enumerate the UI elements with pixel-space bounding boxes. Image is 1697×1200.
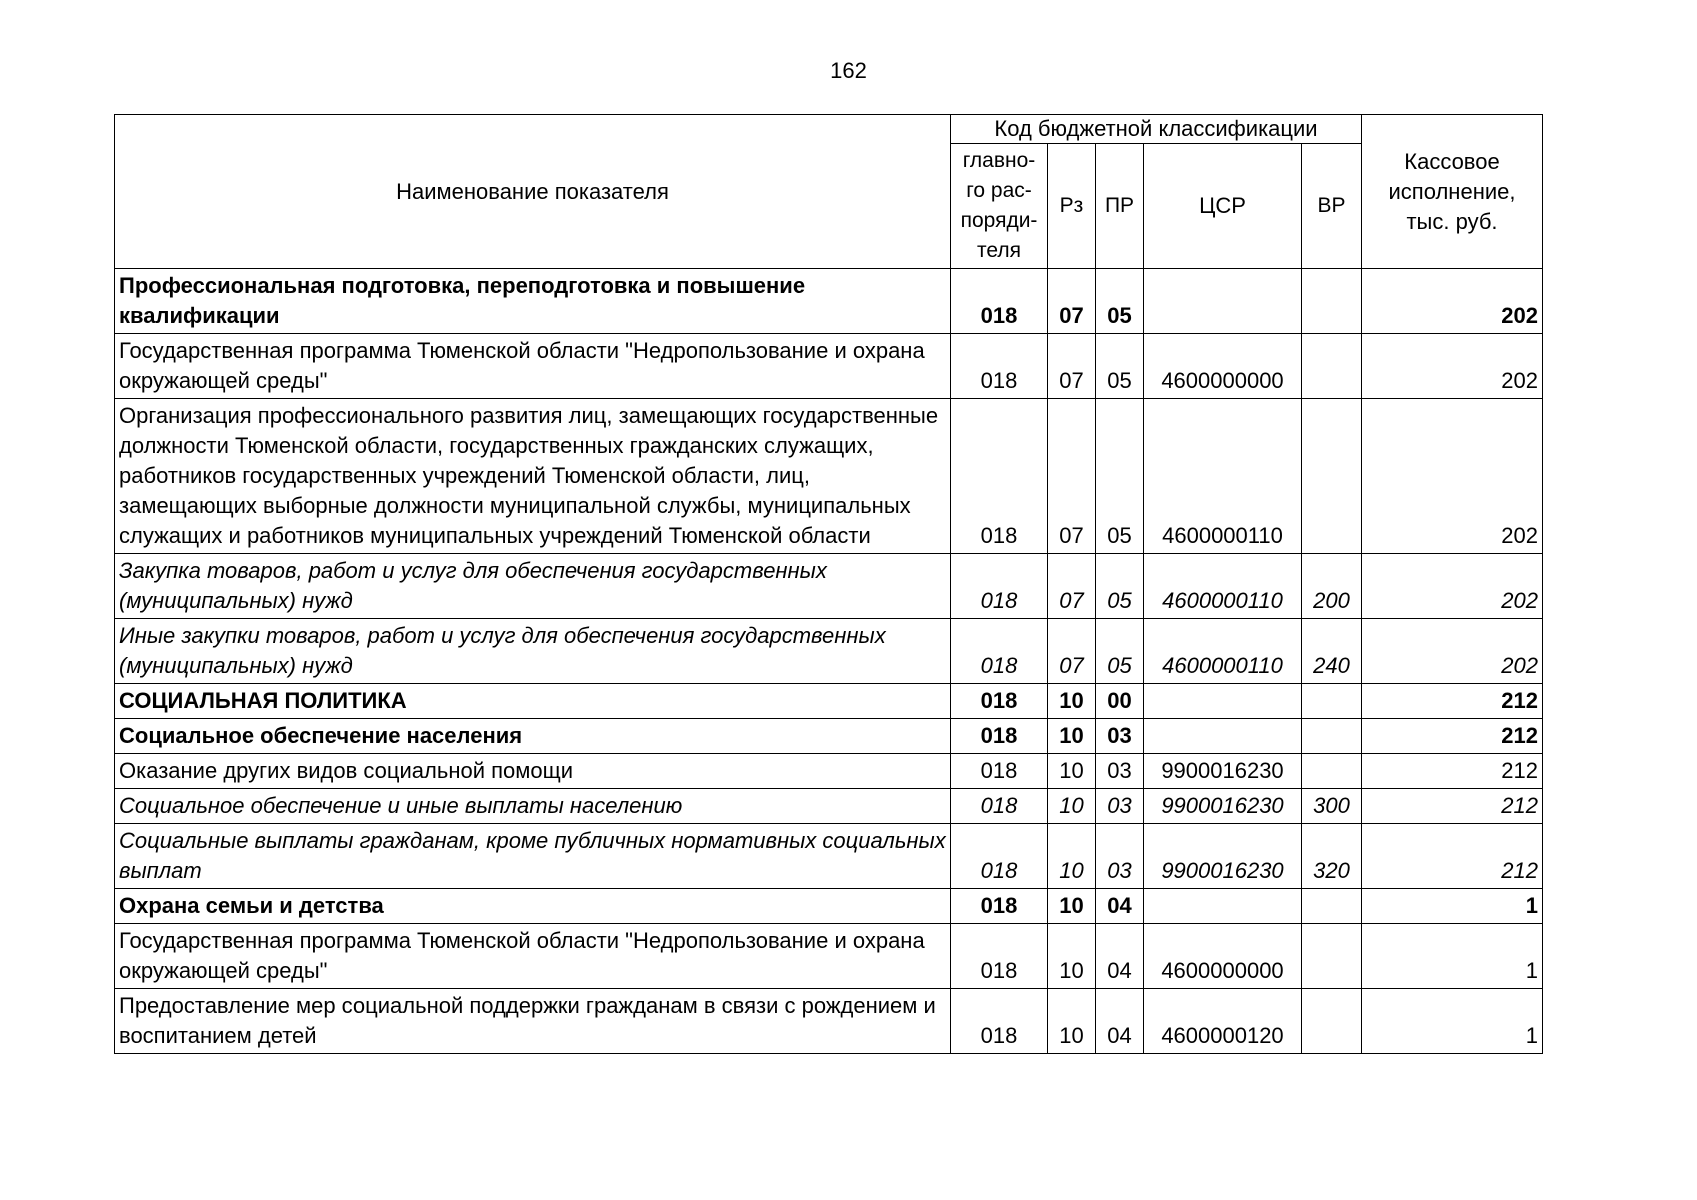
row-amount: 202 [1362, 554, 1543, 619]
row-name: Социальное обеспечение и иные выплаты населению [115, 789, 951, 824]
row-pr-code: 03 [1096, 824, 1144, 889]
row-glav-code: 018 [951, 399, 1048, 554]
header-glavnogo-line: поряди- [960, 209, 1038, 232]
row-rz-code: 10 [1048, 684, 1096, 719]
row-name: Социальные выплаты гражданам, кроме публичных нормативных социальных выплат [115, 824, 951, 889]
row-vr-code [1302, 684, 1362, 719]
table-row [115, 924, 1543, 989]
row-pr-code: 05 [1096, 269, 1144, 334]
row-glav-code: 018 [951, 554, 1048, 619]
row-csr-code: 4600000110 [1144, 554, 1302, 619]
row-name: Профессиональная подготовка, переподготовка и повышение квалификации [115, 269, 951, 334]
row-rz-code: 10 [1048, 924, 1096, 989]
row-pr-code: 03 [1096, 719, 1144, 754]
header-csr: ЦСР [1144, 144, 1302, 269]
row-name: Организация профессионального развития лиц, замещающих государственные должности Тюменской области, государственных гражданских служащих, работников государственных учреждений Тюменской области, лиц, замещающих выборные должности муниципальной службы, муниципальных служащих и работников муниципальных учреждений Тюменской области [115, 399, 951, 554]
row-name: Государственная программа Тюменской области "Недропользование и охрана окружающей среды" [115, 334, 951, 399]
table-header [115, 115, 1543, 269]
table-row [115, 824, 1543, 889]
row-vr-code [1302, 989, 1362, 1054]
table-row [115, 334, 1543, 399]
row-amount: 202 [1362, 619, 1543, 684]
row-amount: 212 [1362, 719, 1543, 754]
row-vr-code [1302, 399, 1362, 554]
row-vr-code [1302, 924, 1362, 989]
row-csr-code: 9900016230 [1144, 789, 1302, 824]
header-glavnogo-line: главно- [962, 149, 1036, 172]
row-rz-code: 07 [1048, 334, 1096, 399]
table-row [115, 754, 1543, 789]
row-name: Иные закупки товаров, работ и услуг для обеспечения государственных (муниципальных) нужд [115, 619, 951, 684]
row-amount: 202 [1362, 399, 1543, 554]
row-vr-code: 300 [1302, 789, 1362, 824]
row-rz-code: 07 [1048, 399, 1096, 554]
row-csr-code: 4600000110 [1144, 399, 1302, 554]
row-pr-code: 04 [1096, 924, 1144, 989]
row-amount: 212 [1362, 754, 1543, 789]
row-amount: 212 [1362, 684, 1543, 719]
row-vr-code: 320 [1302, 824, 1362, 889]
table-row [115, 684, 1543, 719]
row-csr-code: 4600000000 [1144, 334, 1302, 399]
row-glav-code: 018 [951, 824, 1048, 889]
table-row [115, 619, 1543, 684]
row-csr-code: 4600000000 [1144, 924, 1302, 989]
row-amount: 212 [1362, 824, 1543, 889]
row-rz-code: 07 [1048, 554, 1096, 619]
row-rz-code: 07 [1048, 269, 1096, 334]
budget-table [114, 114, 1543, 1054]
row-pr-code: 05 [1096, 554, 1144, 619]
row-vr-code [1302, 719, 1362, 754]
row-csr-code: 9900016230 [1144, 824, 1302, 889]
table-row [115, 889, 1543, 924]
header-pr: ПР [1096, 144, 1144, 269]
header-execution-line: тыс. руб. [1406, 208, 1498, 234]
header-vr: ВР [1302, 144, 1362, 269]
table-body [115, 269, 1543, 1054]
row-amount: 1 [1362, 924, 1543, 989]
row-name: Предоставление мер социальной поддержки гражданам в связи с рождением и воспитанием детей [115, 989, 951, 1054]
row-csr-code: 4600000110 [1144, 619, 1302, 684]
row-pr-code: 05 [1096, 399, 1144, 554]
row-amount: 1 [1362, 989, 1543, 1054]
header-execution-line: Кассовое [1404, 148, 1500, 174]
row-csr-code: 9900016230 [1144, 754, 1302, 789]
header-kbk-group: Код бюджетной классификации [951, 115, 1362, 144]
row-rz-code: 10 [1048, 989, 1096, 1054]
row-glav-code: 018 [951, 684, 1048, 719]
row-amount: 1 [1362, 889, 1543, 924]
row-csr-code: 4600000120 [1144, 989, 1302, 1054]
row-glav-code: 018 [951, 719, 1048, 754]
table-row [115, 554, 1543, 619]
row-csr-code [1144, 719, 1302, 754]
header-execution [1362, 115, 1543, 269]
row-glav-code: 018 [951, 619, 1048, 684]
row-vr-code [1302, 889, 1362, 924]
row-pr-code: 05 [1096, 334, 1144, 399]
row-vr-code [1302, 269, 1362, 334]
row-rz-code: 07 [1048, 619, 1096, 684]
table-row [115, 399, 1543, 554]
header-execution-line: исполнение, [1388, 178, 1516, 204]
row-rz-code: 10 [1048, 824, 1096, 889]
row-name: Закупка товаров, работ и услуг для обеспечения государственных (муниципальных) нужд [115, 554, 951, 619]
header-glavnogo [951, 144, 1048, 269]
row-glav-code: 018 [951, 924, 1048, 989]
table-row [115, 719, 1543, 754]
row-vr-code: 200 [1302, 554, 1362, 619]
row-name: Охрана семьи и детства [115, 889, 951, 924]
row-vr-code [1302, 334, 1362, 399]
table-row [115, 989, 1543, 1054]
row-glav-code: 018 [951, 789, 1048, 824]
row-amount: 212 [1362, 789, 1543, 824]
row-pr-code: 04 [1096, 989, 1144, 1054]
header-glavnogo-line: го рас- [966, 179, 1032, 202]
header-rz: Рз [1048, 144, 1096, 269]
row-name: Государственная программа Тюменской области "Недропользование и охрана окружающей среды" [115, 924, 951, 989]
row-rz-code: 10 [1048, 789, 1096, 824]
row-glav-code: 018 [951, 989, 1048, 1054]
row-glav-code: 018 [951, 269, 1048, 334]
header-glavnogo-line: теля [977, 239, 1021, 262]
row-pr-code: 03 [1096, 789, 1144, 824]
row-name: СОЦИАЛЬНАЯ ПОЛИТИКА [115, 684, 951, 719]
table-row [115, 269, 1543, 334]
row-glav-code: 018 [951, 889, 1048, 924]
row-pr-code: 00 [1096, 684, 1144, 719]
row-pr-code: 04 [1096, 889, 1144, 924]
row-rz-code: 10 [1048, 889, 1096, 924]
page-number: 162 [830, 58, 867, 83]
row-name: Социальное обеспечение населения [115, 719, 951, 754]
header-name: Наименование показателя [115, 115, 951, 269]
row-amount: 202 [1362, 269, 1543, 334]
row-csr-code [1144, 684, 1302, 719]
row-rz-code: 10 [1048, 719, 1096, 754]
row-vr-code: 240 [1302, 619, 1362, 684]
row-name: Оказание других видов социальной помощи [115, 754, 951, 789]
table-row [115, 789, 1543, 824]
row-pr-code: 05 [1096, 619, 1144, 684]
row-rz-code: 10 [1048, 754, 1096, 789]
row-glav-code: 018 [951, 334, 1048, 399]
row-csr-code [1144, 889, 1302, 924]
row-amount: 202 [1362, 334, 1543, 399]
row-glav-code: 018 [951, 754, 1048, 789]
row-csr-code [1144, 269, 1302, 334]
row-vr-code [1302, 754, 1362, 789]
row-pr-code: 03 [1096, 754, 1144, 789]
